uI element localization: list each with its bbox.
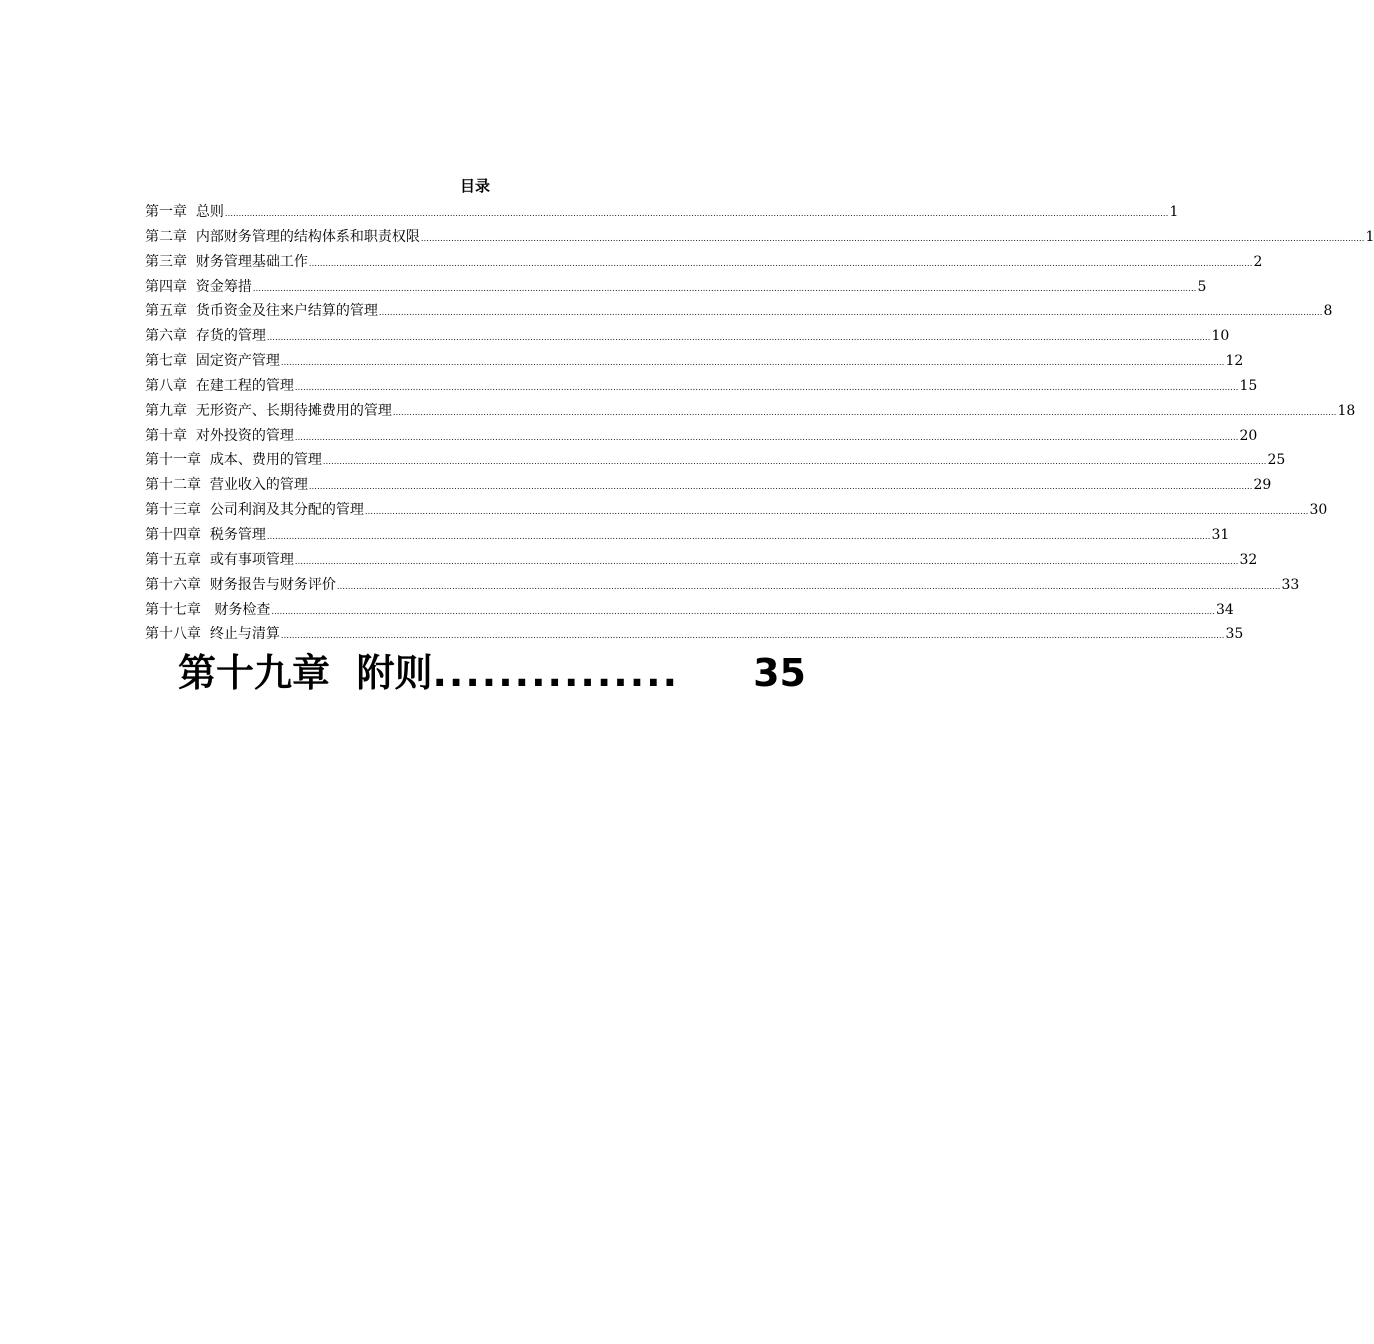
toc-entry[interactable] [145, 399, 1356, 424]
toc-leader-dots: ........................................................................................................................................................................................................................................................................................................................................................ [266, 333, 1211, 343]
toc-leader-dots: ........................................................................................................................................................................................................................................................................................................................................................ [294, 556, 1239, 566]
toc-leader-dots: ........................................................................................................................................................................................................................................................................................................................................................ [294, 382, 1239, 392]
toc-leader-dots: ........................................................................................................................................................................................................................................................................................................................................................ [252, 283, 1197, 293]
toc-leader-dots: ........................................................................................................................................................................................................................................................................................................................................................ [392, 407, 1337, 417]
toc-entry[interactable] [145, 548, 1258, 573]
toc-page-number: 18 [1337, 402, 1356, 419]
toc-page-number: 15 [1239, 377, 1258, 394]
toc-entry-label: 第十一章 成本、费用的管理 [145, 452, 322, 469]
toc-page-number: 5 [1197, 278, 1207, 295]
toc-entry[interactable] [145, 448, 1286, 473]
toc-entry-label: 第七章 固定资产管理 [145, 353, 280, 370]
toc-entry-label: 第十五章 或有事项管理 [145, 551, 294, 568]
toc-leader-dots: ........................................................................................................................................................................................................................................................................................................................................................ [378, 308, 1323, 318]
toc-leader-dots: ........................................................................................................................................................................................................................................................................................................................................................ [266, 531, 1211, 541]
toc-entry-label: 第四章 资金筹措 [145, 278, 252, 295]
toc-page-number: 8 [1323, 303, 1333, 320]
toc-page-number: 30 [1309, 502, 1328, 519]
toc-page-number: 12 [1225, 353, 1244, 370]
toc-entry-label: 第十九章 附则 [178, 651, 433, 695]
toc-page-number: 1 [1365, 228, 1374, 245]
toc-entry[interactable] [145, 473, 1272, 498]
toc-leader-dots: ........................................................................................................................................................................................................................................................................................................................................................ [280, 631, 1225, 641]
toc-page-number: 32 [1239, 551, 1258, 568]
toc-leader-dots: ........................................................................................................................................................................................................................................................................................................................................................ [308, 258, 1253, 268]
toc-leader-dots: ........................................................................................................................................................................................................................................................................................................................................................ [294, 432, 1239, 442]
toc-entry[interactable] [145, 324, 1230, 349]
toc-entry-label: 第八章 在建工程的管理 [145, 377, 294, 394]
toc-entry[interactable] [145, 424, 1258, 449]
toc-entry[interactable] [145, 573, 1300, 598]
toc-entry[interactable] [145, 598, 1234, 623]
toc-entry-label: 第六章 存货的管理 [145, 328, 266, 345]
toc-entry-label: 第九章 无形资产、长期待摊费用的管理 [145, 402, 392, 419]
toc-entry-label: 第十章 对外投资的管理 [145, 427, 294, 444]
toc-leader-dots: ........................................................................................................................................................................................................................................................................................................................................................ [224, 209, 1169, 218]
toc-entry-label: 第十八章 终止与清算 [145, 626, 280, 643]
toc-leader-dots: ............... [432, 651, 680, 695]
toc-page-number: 10 [1211, 328, 1230, 345]
toc-leader-dots: ........................................................................................................................................................................................................................................................................................................................................................ [336, 581, 1281, 591]
toc-page-number: 25 [1267, 452, 1286, 469]
toc-page-number: 35 [1225, 626, 1244, 643]
toc-entry-label: 第一章 总则 [145, 204, 224, 220]
toc-entry[interactable] [145, 622, 1244, 647]
toc-entry[interactable] [145, 299, 1333, 324]
toc-entry-label: 第十二章 营业收入的管理 [145, 477, 308, 494]
toc-leader-dots: ........................................................................................................................................................................................................................................................................................................................................................ [280, 358, 1225, 368]
toc-entry[interactable] [145, 498, 1328, 523]
toc-leader-dots: ........................................................................................................................................................................................................................................................................................................................................................ [364, 507, 1309, 517]
toc-leader-dots: ........................................................................................................................................................................................................................................................................................................................................................ [271, 606, 1215, 616]
toc-page-number: 20 [1239, 427, 1258, 444]
toc-entry-label: 第二章 内部财务管理的结构体系和职责权限 [145, 228, 420, 245]
toc-title: 目录 [459, 177, 490, 195]
toc-entry[interactable] [145, 523, 1230, 548]
toc-page-number: 1 [1169, 204, 1179, 220]
toc-page-number: 33 [1281, 576, 1300, 593]
toc-leader-dots: ........................................................................................................................................................................................................................................................................................................................................................ [308, 482, 1253, 492]
toc-entry-label: 第三章 财务管理基础工作 [145, 253, 308, 270]
toc-entry[interactable] [145, 275, 1207, 300]
toc-entry[interactable] [145, 225, 1374, 250]
toc-page-number: 35 [753, 651, 806, 695]
toc-entry[interactable] [145, 250, 1263, 275]
toc-entry[interactable] [145, 349, 1244, 374]
toc-page-number: 31 [1211, 526, 1230, 543]
toc-list [145, 200, 1374, 647]
toc-entry[interactable] [145, 200, 1179, 225]
toc-entry-label: 第十三章 公司利润及其分配的管理 [145, 502, 364, 519]
toc-entry-label: 第十六章 财务报告与财务评价 [145, 576, 336, 593]
toc-page-number: 29 [1253, 477, 1272, 494]
toc-leader-dots: ........................................................................................................................................................................................................................................................................................................................................................ [420, 233, 1365, 243]
toc-entry-label: 第十七章 财务检查 [145, 601, 271, 618]
toc-page-number: 34 [1215, 601, 1234, 618]
toc-page-number: 2 [1253, 253, 1263, 270]
toc-leader-dots: ........................................................................................................................................................................................................................................................................................................................................................ [322, 457, 1267, 467]
toc-entry[interactable] [145, 374, 1258, 399]
toc-entry-label: 第五章 货币资金及往来户结算的管理 [145, 303, 378, 320]
toc-entry-label: 第十四章 税务管理 [145, 526, 266, 543]
toc-entry-large[interactable] [178, 648, 806, 698]
